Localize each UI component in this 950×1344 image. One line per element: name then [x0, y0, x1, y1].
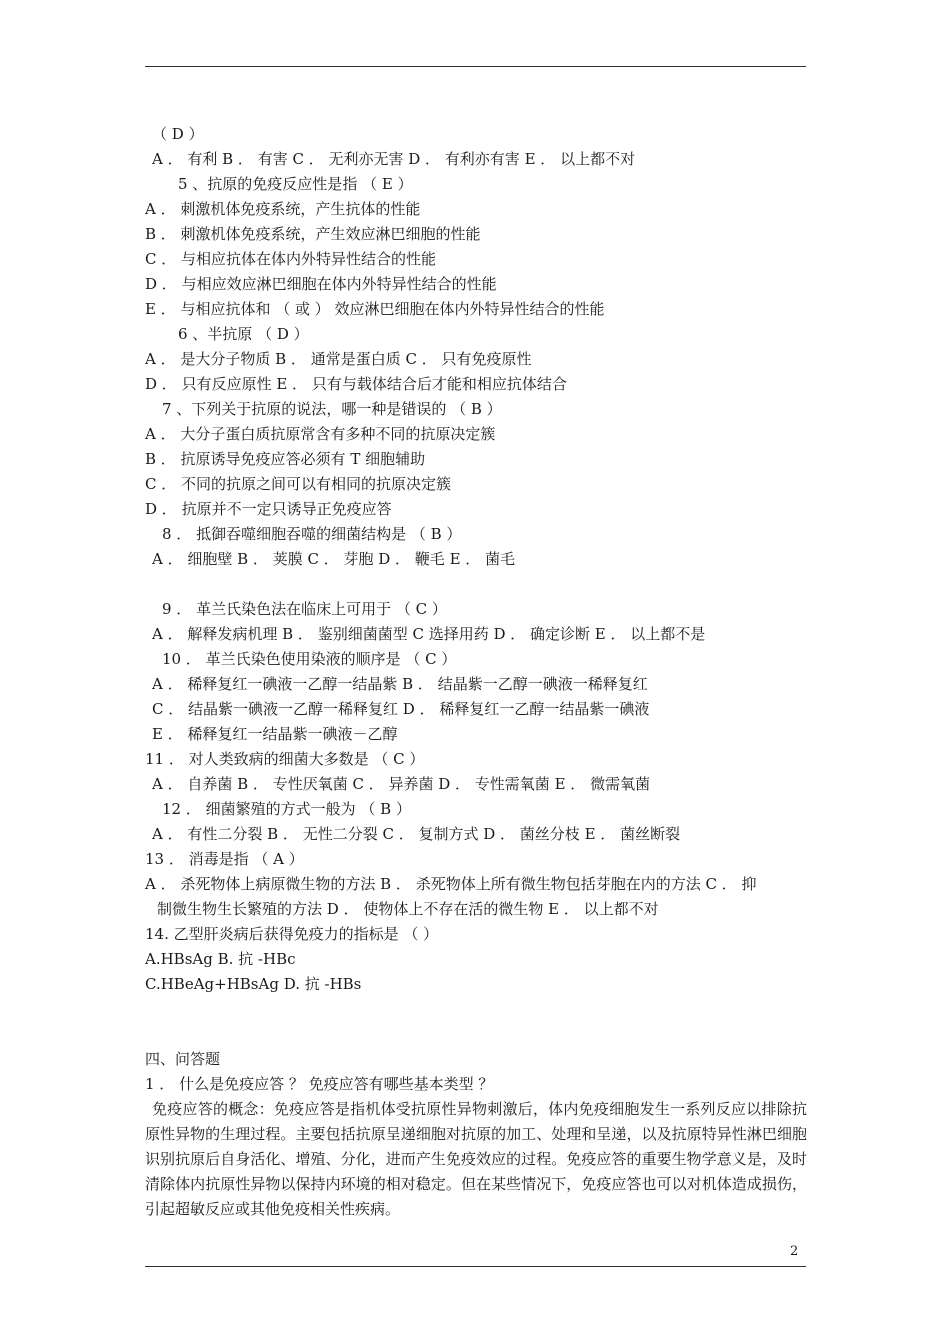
- answer-paragraph: [145, 1097, 807, 1222]
- question-14: 14. 乙型肝炎病后获得免疫力的指标是 （ ）: [145, 925, 439, 943]
- option-line: C.HBeAg+HBsAg D. 抗 -HBs: [145, 975, 362, 993]
- question-13: 13 ． 消毒是指 （ A ）: [145, 850, 304, 868]
- option-line: D ． 抗原并不一定只诱导正免疫应答: [145, 500, 392, 518]
- option-line: A ． 有性二分裂 B ． 无性二分裂 C ． 复制方式 D ． 菌丝分枝 E ． 菌丝断裂: [152, 825, 681, 843]
- question-6: 6 、半抗原 （ D ）: [178, 325, 309, 343]
- option-line: A ． 解释发病机理 B ． 鉴别细菌菌型 C 选择用药 D ． 确定诊断 E ． 以上都不是: [152, 625, 706, 643]
- document-body: [145, 122, 807, 1222]
- option-line: B ． 抗原诱导免疫应答必须有 T 细胞辅助: [145, 450, 426, 468]
- question-9: 9 ． 革兰氏染色法在临床上可用于 （ C ）: [162, 600, 447, 618]
- footer-rule: [145, 1266, 806, 1267]
- blank-space: [145, 997, 807, 1047]
- question-10: 10 ． 革兰氏染色使用染液的顺序是 （ C ）: [162, 650, 457, 668]
- option-line: 制微生物生长繁殖的方法 D ． 使物体上不存在活的微生物 E ． 以上都不对: [157, 900, 659, 918]
- header-rule: [145, 66, 806, 67]
- question-8: 8 ． 抵御吞噬细胞吞噬的细菌结构是 （ B ）: [162, 525, 462, 543]
- option-line: E ． 与相应抗体和 （ 或 ） 效应淋巴细胞在体内外特异性结合的性能: [145, 300, 605, 318]
- option-line: A ． 刺激机体免疫系统，产生抗体的性能: [145, 200, 421, 218]
- option-line: A.HBsAg B. 抗 -HBc: [145, 950, 296, 968]
- question-11: 11 ． 对人类致病的细菌大多数是 （ C ）: [145, 750, 425, 768]
- question-7: 7 、下列关于抗原的说法，哪一种是错误的 （ B ）: [162, 400, 502, 418]
- question-5: 5 、抗原的免疫反应性是指 （ E ）: [178, 175, 413, 193]
- essay-question-1: 1 ． 什么是免疫应答 ？ 免疫应答有哪些基本类型 ？: [145, 1075, 494, 1093]
- option-line: D ． 只有反应原性 E ． 只有与载体结合后才能和相应抗体结合: [145, 375, 567, 393]
- answer-text: 免疫应答的概念：免疫应答是指机体受抗原性异物刺激后，体内免疫细胞发生一系列反应以排除抗原性异物的生理过程。主要包括抗原呈递细胞对抗原的加工、处理和呈递，以及抗原特异性淋巴细胞识别抗原后自身活化、增殖、分化，进而产生免疫效应的过程。免疫应答的重要生物学意义是，及时清除体内抗原性异物以保持内环境的相对稳定。但在某些情况下，免疫应答也可以对机体造成损伤，引起超敏反应或其他免疫相关性疾病。: [145, 1100, 807, 1218]
- option-line: A ． 杀死物体上病原微生物的方法 B ． 杀死物体上所有微生物包括芽胞在内的方法 C ． 抑: [145, 875, 757, 893]
- page-number: 2: [790, 1244, 799, 1259]
- blank-line: [145, 572, 807, 597]
- option-line: C ． 结晶紫一碘液一乙醇一稀释复红 D ． 稀释复红一乙醇一结晶紫一碘液: [152, 700, 650, 718]
- section-heading: 四、问答题: [145, 1050, 221, 1068]
- question-12: 12 ． 细菌繁殖的方式一般为 （ B ）: [162, 800, 411, 818]
- answer-line: （ D ）: [152, 125, 204, 143]
- option-line: A ． 大分子蛋白质抗原常含有多种不同的抗原决定簇: [145, 425, 496, 443]
- option-line: A ． 稀释复红一碘液一乙醇一结晶紫 B ． 结晶紫一乙醇一碘液一稀释复红: [152, 675, 648, 693]
- option-line: E ． 稀释复红一结晶紫一碘液－乙醇: [152, 725, 398, 743]
- option-line: D ． 与相应效应淋巴细胞在体内外特异性结合的性能: [145, 275, 497, 293]
- option-line: A ． 是大分子物质 B ． 通常是蛋白质 C ． 只有免疫原性: [145, 350, 532, 368]
- option-line: A ． 细胞壁 B ． 荚膜 C ． 芽胞 D ． 鞭毛 E ． 菌毛: [152, 550, 516, 568]
- option-line: C ． 不同的抗原之间可以有相同的抗原决定簇: [145, 475, 452, 493]
- option-line: B ． 刺激机体免疫系统，产生效应淋巴细胞的性能: [145, 225, 481, 243]
- options-line: A ． 有利 B ． 有害 C ． 无利亦无害 D ． 有利亦有害 E ． 以上都不对: [152, 150, 636, 168]
- option-line: A ． 自养菌 B ． 专性厌氧菌 C ． 异养菌 D ． 专性需氧菌 E ． 微需氧菌: [152, 775, 651, 793]
- option-line: C ． 与相应抗体在体内外特异性结合的性能: [145, 250, 437, 268]
